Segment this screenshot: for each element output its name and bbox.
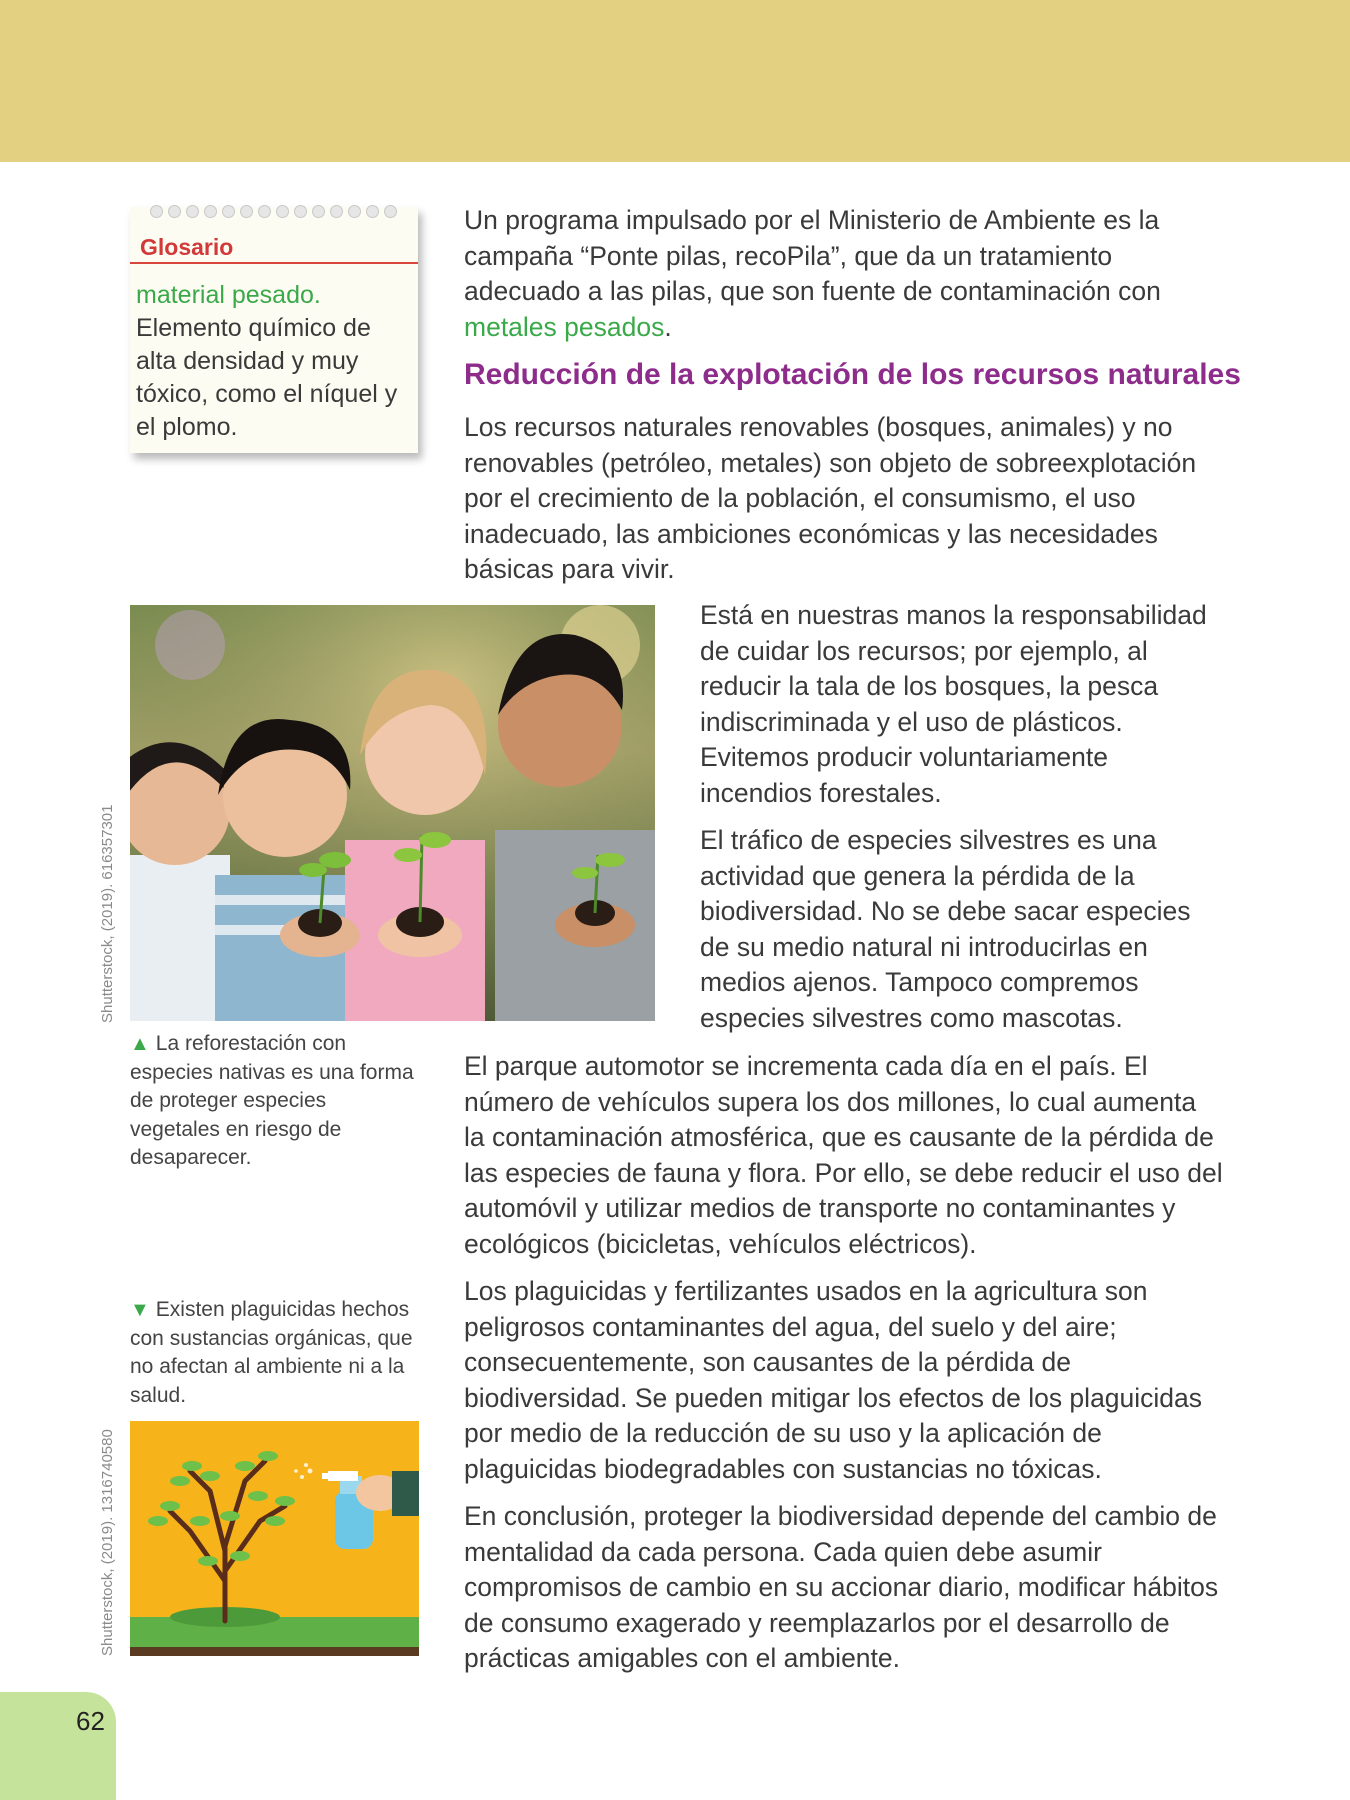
paragraph-responsibility: Está en nuestras manos la responsabilidad de cuidar los recursos; por ejemplo, al reducir la tala de los bosques, la pesca indiscriminada y el uso de plásticos. Evitemos producir voluntariamente incendios forestales.: [700, 600, 1207, 808]
illustration-caption: ▼ Existen plaguicidas hechos con sustancias orgánicas, que no afectan al ambiente ni a la salud.: [130, 1298, 413, 1407]
paragraph-wildlife-trafficking: El tráfico de especies silvestres es una actividad que genera la pérdida de la biodiversidad. No se debe sacar especies de su medio natural ni introducirlas en medios ajenos. Tampoco compremos especies silvestres como mascotas.: [700, 825, 1191, 1033]
children-planting-photo: [130, 605, 655, 1021]
glossary-definition: Elemento químico de alta densidad y muy tóxico, como el níquel y el plomo.: [136, 314, 398, 441]
section-title: Reducción de la explotación de los recursos naturales: [464, 358, 1241, 391]
heavy-metals-term: metales pesados: [464, 311, 665, 342]
paragraph-conclusion: En conclusión, proteger la biodiversidad depende del cambio de mentalidad da cada persona. Cada quien debe asumir compromisos de cambio en su accionar diario, modificar hábitos de consumo exagerado y reemplazarlos por el desarrollo de prácticas amigables con el ambiente.: [464, 1501, 1219, 1673]
illustration-credit: Shutterstock, (2019). 1316740580: [99, 1429, 116, 1656]
paragraph-pesticides: Los plaguicidas y fertilizantes usados en la agricultura son peligrosos contaminantes del agua, del suelo y del aire; consecuentemente, son causantes de la pérdida de biodiversidad. Se pueden mitigar los efectos de los plaguicidas por medio de la reducción de su uso y la aplicación de plaguicidas biodegradables con sustancias no tóxicas.: [464, 1276, 1203, 1484]
glossary-term: material pesado.: [136, 281, 321, 309]
glossary-card: [130, 207, 418, 453]
page-number: 62: [76, 1706, 105, 1736]
header-band: [0, 0, 1350, 162]
paragraph-vehicles: El parque automotor se incrementa cada día en el país. El número de vehículos supera los dos millones, lo cual aumenta la contaminación atmosférica, que es causante de la pérdida de las especies de fauna y flora. Por ello, se debe reducir el uso del automóvil y utilizar medios de transporte no contaminantes y ecológicos (bicicletas, vehículos eléctricos).: [464, 1051, 1223, 1259]
pesticide-illustration: [130, 1421, 419, 1656]
photo-caption: ▲ La reforestación con especies nativas es una forma de proteger especies vegetales en riesgo de desaparecer.: [130, 1032, 414, 1169]
spiral-binding: [150, 205, 415, 221]
triangle-up-icon: ▲: [130, 1033, 150, 1055]
intro-paragraph: Un programa impulsado por el Ministerio de Ambiente es la campaña “Ponte pilas, recoPila”, que da un tratamiento adecuado a las pilas, que son fuente de contaminación con metales pesados.: [464, 205, 1161, 342]
photo-credit: Shutterstock, (2019). 61635730​1: [99, 804, 116, 1023]
glossary-divider: [130, 262, 418, 264]
triangle-down-icon: ▼: [130, 1299, 150, 1321]
paragraph-resources: Los recursos naturales renovables (bosques, animales) y no renovables (petróleo, metales) son objeto de sobreexplotación por el crecimiento de la población, el consumismo, el uso inadecuado, las ambiciones económicas y las necesidades básicas para vivir.: [464, 412, 1197, 584]
glossary-heading: Glosario: [140, 234, 234, 260]
